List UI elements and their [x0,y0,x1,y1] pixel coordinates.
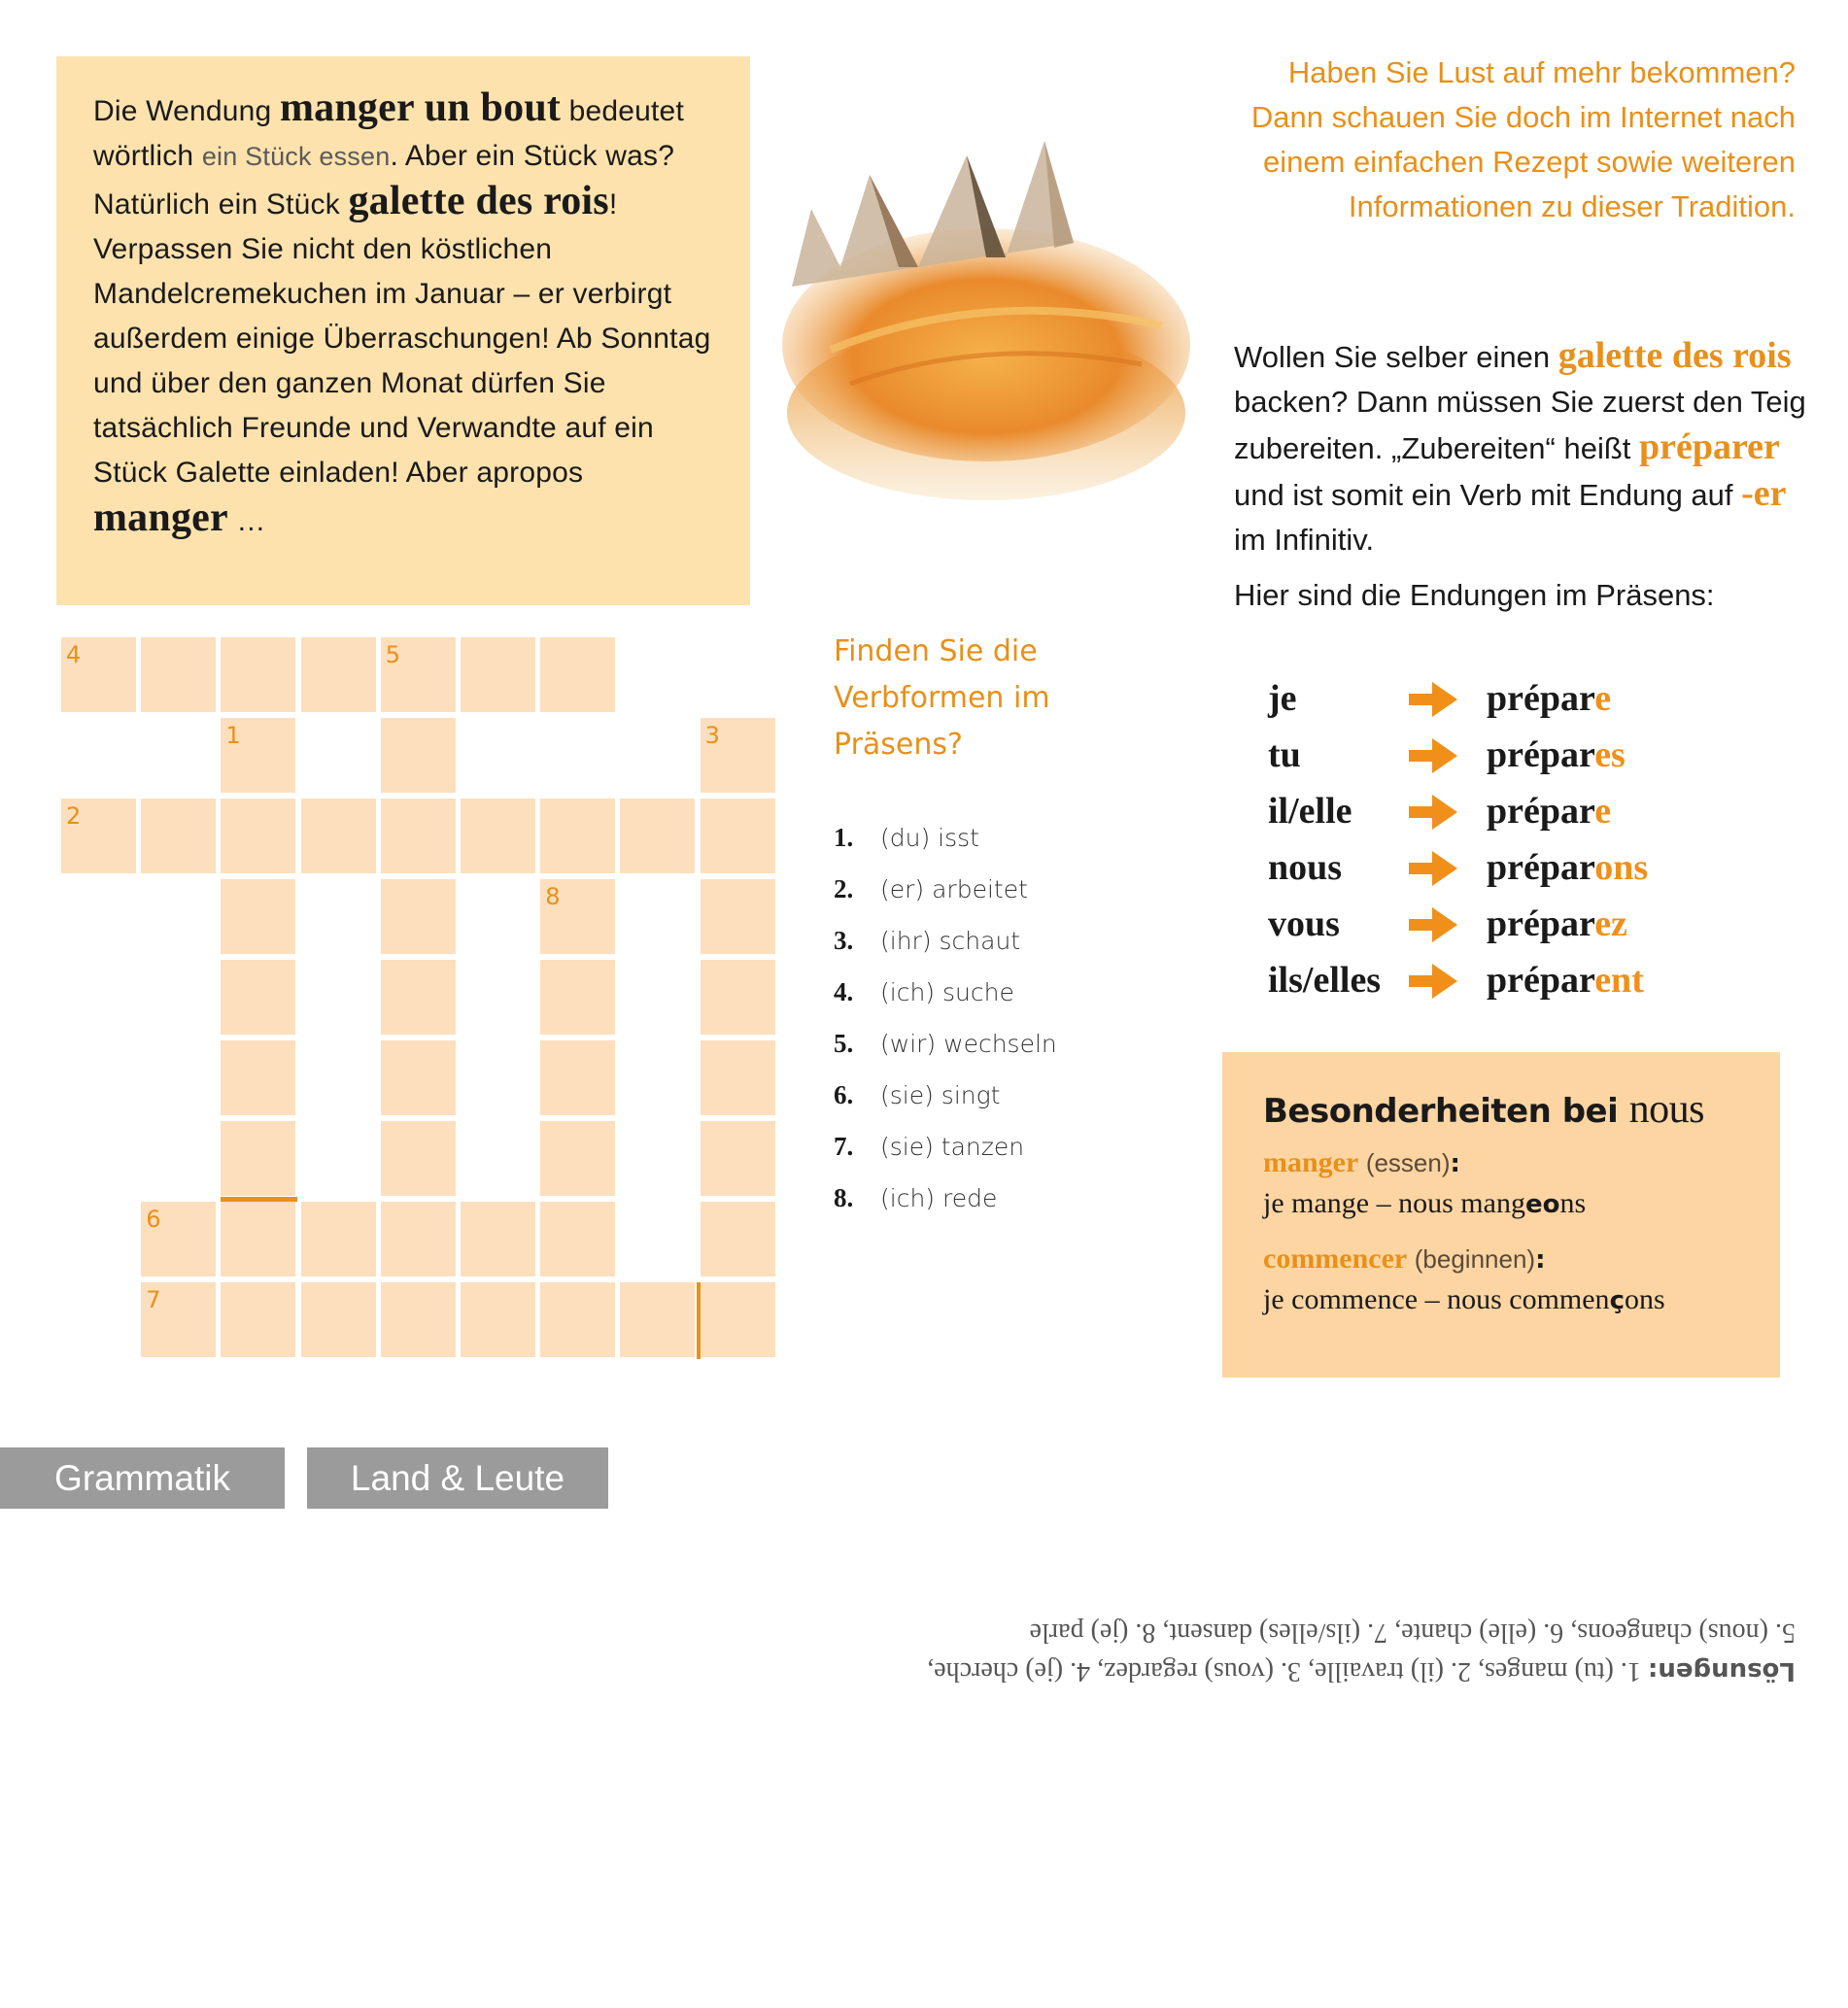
clue-list [834,812,1057,1224]
conjugation-row [1268,670,1773,727]
verb-stem: prépar [1487,734,1595,775]
crossword-cell[interactable] [461,799,535,873]
special-manger-head [1263,1146,1460,1179]
clue-item-text: (sie) singt [880,1081,1001,1109]
crossword-cell[interactable] [540,637,615,712]
clue-item-text: (wir) wechseln [880,1030,1057,1058]
clue-item-text: (sie) tanzen [880,1133,1025,1161]
verb-ending: ent [1594,960,1644,1001]
crossword-cell[interactable] [221,799,295,873]
crossword-cell[interactable] [540,799,615,873]
verb-stem: prépar [1487,960,1595,1001]
example-emphasis: eo [1524,1190,1560,1219]
answers-upside-down [824,1613,1796,1690]
gloss-essen: (essen) [1365,1148,1451,1177]
clue-item [834,1070,1057,1121]
example-emphasis: ç [1609,1286,1625,1315]
clue-item [834,1121,1057,1173]
clue-heading: Finden Sie die Verbformen im Präsens? [834,634,1050,762]
crossword-cell[interactable] [701,1282,775,1357]
arrow-right-icon [1409,738,1457,773]
verb-form [1487,670,1611,727]
teaser-line: Dann schauen Sie doch im Internet nach [1250,100,1796,134]
arrow-right-icon [1409,682,1457,717]
clue-item [834,864,1057,915]
verb-commencer: commencer [1263,1242,1408,1275]
crossword-cell[interactable] [141,799,216,873]
crossword-cell[interactable] [701,879,775,954]
intro-emphasis: manger [93,495,228,540]
intro-paragraph [93,85,725,544]
clue-item [834,1173,1057,1224]
endings-intro: Hier sind die Endungen im Präsens: [1234,578,1715,612]
answers-line-1 [824,1651,1796,1690]
verb-stem: prépar [1487,678,1595,719]
crossword-cell[interactable] [221,1040,295,1115]
title-nous: nous [1628,1087,1704,1132]
title-text: Besonderheiten bei [1263,1092,1629,1131]
highlight-preparer: préparer [1639,426,1780,467]
conjugation-row [1268,952,1773,1008]
teaser-line: Haben Sie Lust auf mehr bekommen? [1287,55,1796,89]
highlight-er-ending: -er [1741,473,1787,514]
crossword-cell[interactable] [221,960,295,1035]
clue-item-text: (ihr) schaut [880,927,1021,955]
crossword-cell[interactable] [301,1282,376,1357]
clue-item-text: (ich) suche [880,978,1014,1006]
verb-ending: e [1594,791,1612,832]
crossword-cell[interactable] [221,879,295,954]
crossword-cell[interactable] [141,1202,216,1276]
clue-item [834,1018,1057,1070]
crossword-cell[interactable] [540,1121,615,1196]
explain-text: Wollen Sie selber einen [1234,340,1558,374]
clue-item-text: (er) arbeitet [880,875,1028,903]
intro-text: . Aber ein Stück was? Natürlich ein Stück [93,140,675,221]
arrow-right-icon [1409,795,1457,830]
word-boundary-horizontal [221,1197,297,1202]
crossword-cell[interactable] [381,1040,456,1115]
crossword-cell[interactable] [701,799,775,873]
intro-text: … [227,505,266,537]
special-manger-example [1263,1187,1586,1220]
clue-item-number: 2. [834,874,854,903]
gloss-beginnen: (beginnen) [1414,1244,1536,1274]
crossword-cell[interactable] [540,1040,615,1115]
teaser-line: einem einfachen Rezept sowie weiteren [1263,145,1796,179]
crossword-cell[interactable] [701,1040,775,1115]
crossword-cell[interactable] [701,1202,775,1276]
crossword-cell[interactable] [141,637,216,712]
arrow-right-icon [1409,851,1457,886]
answers-label: Lösungen: [1647,1656,1796,1685]
tab-grammatik[interactable]: Grammatik [0,1447,285,1509]
clue-number: 7 [146,1286,161,1313]
answers-text: 1. (tu) manges, 2. (il) travaille, 3. (vous) regardez, 4. (je) cherche, [927,1656,1648,1686]
pronoun: je [1268,678,1297,719]
crossword-cell[interactable] [221,637,295,712]
clue-item [834,967,1057,1018]
verb-form [1487,727,1626,783]
pronoun: tu [1268,734,1301,775]
clue-number: 8 [545,883,561,910]
crossword-cell[interactable] [540,879,615,954]
arrow-right-icon [1409,964,1457,999]
clue-number: 2 [66,802,82,830]
crossword-cell[interactable] [540,960,615,1035]
verb-ending: e [1594,678,1612,719]
word-boundary-vertical [697,1282,701,1359]
pronoun: nous [1268,847,1343,888]
crossword-cell[interactable] [461,637,535,712]
colon: : [1450,1149,1460,1178]
crossword-cell[interactable] [221,718,295,793]
clue-number: 3 [704,722,720,749]
clue-item-number: 7. [834,1132,854,1161]
pronoun: ils/elles [1268,960,1382,1001]
crossword-cell[interactable] [301,637,376,712]
crossword-cell[interactable] [540,1202,615,1276]
preparer-explanation [1234,333,1807,562]
explain-text: und ist somit ein Verb mit Endung auf [1234,478,1742,512]
verb-stem: prépar [1487,847,1595,888]
crossword-cell[interactable] [540,1282,615,1357]
conjugation-row [1268,727,1773,783]
clue-item-number: 3. [834,926,854,955]
example-text: je mange – nous mang [1263,1187,1525,1219]
crossword-cell[interactable] [701,718,775,793]
highlight-galette: galette des rois [1557,335,1792,376]
conjugation-table [1268,670,1773,1008]
crossword-cell[interactable] [381,1282,456,1357]
verb-stem: prépar [1487,791,1595,832]
crossword-cell[interactable] [381,960,456,1035]
example-text: ons [1624,1283,1665,1315]
special-commencer-head [1263,1242,1545,1276]
clue-item-number: 4. [834,977,854,1006]
intro-translation: ein Stück essen [201,142,391,171]
example-text: je commence – nous commen [1263,1283,1610,1315]
crossword-cell[interactable] [381,1121,456,1196]
crossword-cell[interactable] [620,1282,695,1357]
intro-text: ! Verpassen Sie nicht den köstlichen Mandelcremekuchen im Januar – er verbirgt außerdem einige Überraschungen! Ab Sonntag und über den ganzen Monat dürfen Sie tatsächlich Freunde und Verwandte auf ein Stück Galette einladen! Aber apropos [93,188,711,489]
clue-item-number: 8. [834,1183,854,1212]
clue-item-number: 5. [834,1029,854,1058]
colon: : [1535,1245,1546,1275]
verb-form [1487,783,1611,839]
crossword-cell[interactable] [381,1202,456,1276]
clue-item-number: 6. [834,1080,854,1109]
crossword-cell[interactable] [620,799,695,873]
crossword-cell[interactable] [61,637,136,712]
tab-land-und-leute[interactable]: Land & Leute [307,1447,608,1509]
conjugation-row [1268,783,1773,839]
clue-item [834,812,1057,864]
clue-item-text: (du) isst [880,824,979,852]
clue-item-text: (ich) rede [880,1184,998,1212]
verb-ending: es [1594,734,1626,775]
crossword-cell[interactable] [301,1202,376,1276]
answers-line-2: 5. (nous) changeons, 6. (elle) chante, 7. (ils/elles) dansent, 8. (je) parle [1029,1617,1796,1648]
arrow-right-icon [1409,907,1457,942]
clue-number: 6 [146,1206,161,1233]
crossword-cell[interactable] [461,1282,535,1357]
crossword-cell[interactable] [701,1121,775,1196]
pronoun: vous [1268,903,1340,944]
clue-item [834,915,1057,967]
conjugation-row [1268,839,1773,896]
explain-text: backen? Dann müssen Sie zuerst den Teig zubereiten. „Zubereiten“ heißt [1234,385,1806,465]
verb-ending: ez [1594,903,1627,944]
crossword-cell[interactable] [381,637,456,712]
crossword-cell[interactable] [301,799,376,873]
crossword-cell[interactable] [701,960,775,1035]
verb-ending: ons [1594,847,1649,888]
crossword-cell[interactable] [221,1282,295,1357]
crossword-cell[interactable] [461,1202,535,1276]
example-text: ns [1559,1187,1587,1219]
crossword-cell[interactable] [221,1121,295,1196]
crossword-cell[interactable] [381,799,456,873]
verb-form [1487,839,1648,896]
recipe-teaser [1115,51,1796,229]
clue-number: 5 [385,641,401,668]
crossword-cell[interactable] [141,1282,216,1357]
crossword-grid [61,637,780,1356]
pronoun: il/elle [1268,791,1352,832]
verb-form [1487,896,1627,952]
conjugation-row [1268,896,1773,952]
crossword-cell[interactable] [381,718,456,793]
intro-text: Die Wendung [93,95,280,127]
explain-text: im Infinitiv. [1234,523,1375,557]
clue-number: 1 [225,722,241,749]
clue-item-number: 1. [834,823,854,852]
verb-manger: manger [1263,1146,1359,1178]
verb-form [1487,952,1644,1008]
intro-text: bedeutet wörtlich [93,95,684,172]
teaser-line: Informationen zu dieser Tradition. [1348,189,1796,223]
besonderheiten-title [1263,1086,1704,1133]
clue-number: 4 [66,641,82,668]
crossword-cell[interactable] [61,799,136,873]
crossword-cell[interactable] [221,1202,295,1276]
intro-emphasis: galette des rois [348,179,609,223]
verb-stem: prépar [1487,903,1595,944]
crossword-cell[interactable] [381,879,456,954]
intro-emphasis: manger un bout [279,85,562,130]
special-commencer-example [1263,1283,1665,1316]
